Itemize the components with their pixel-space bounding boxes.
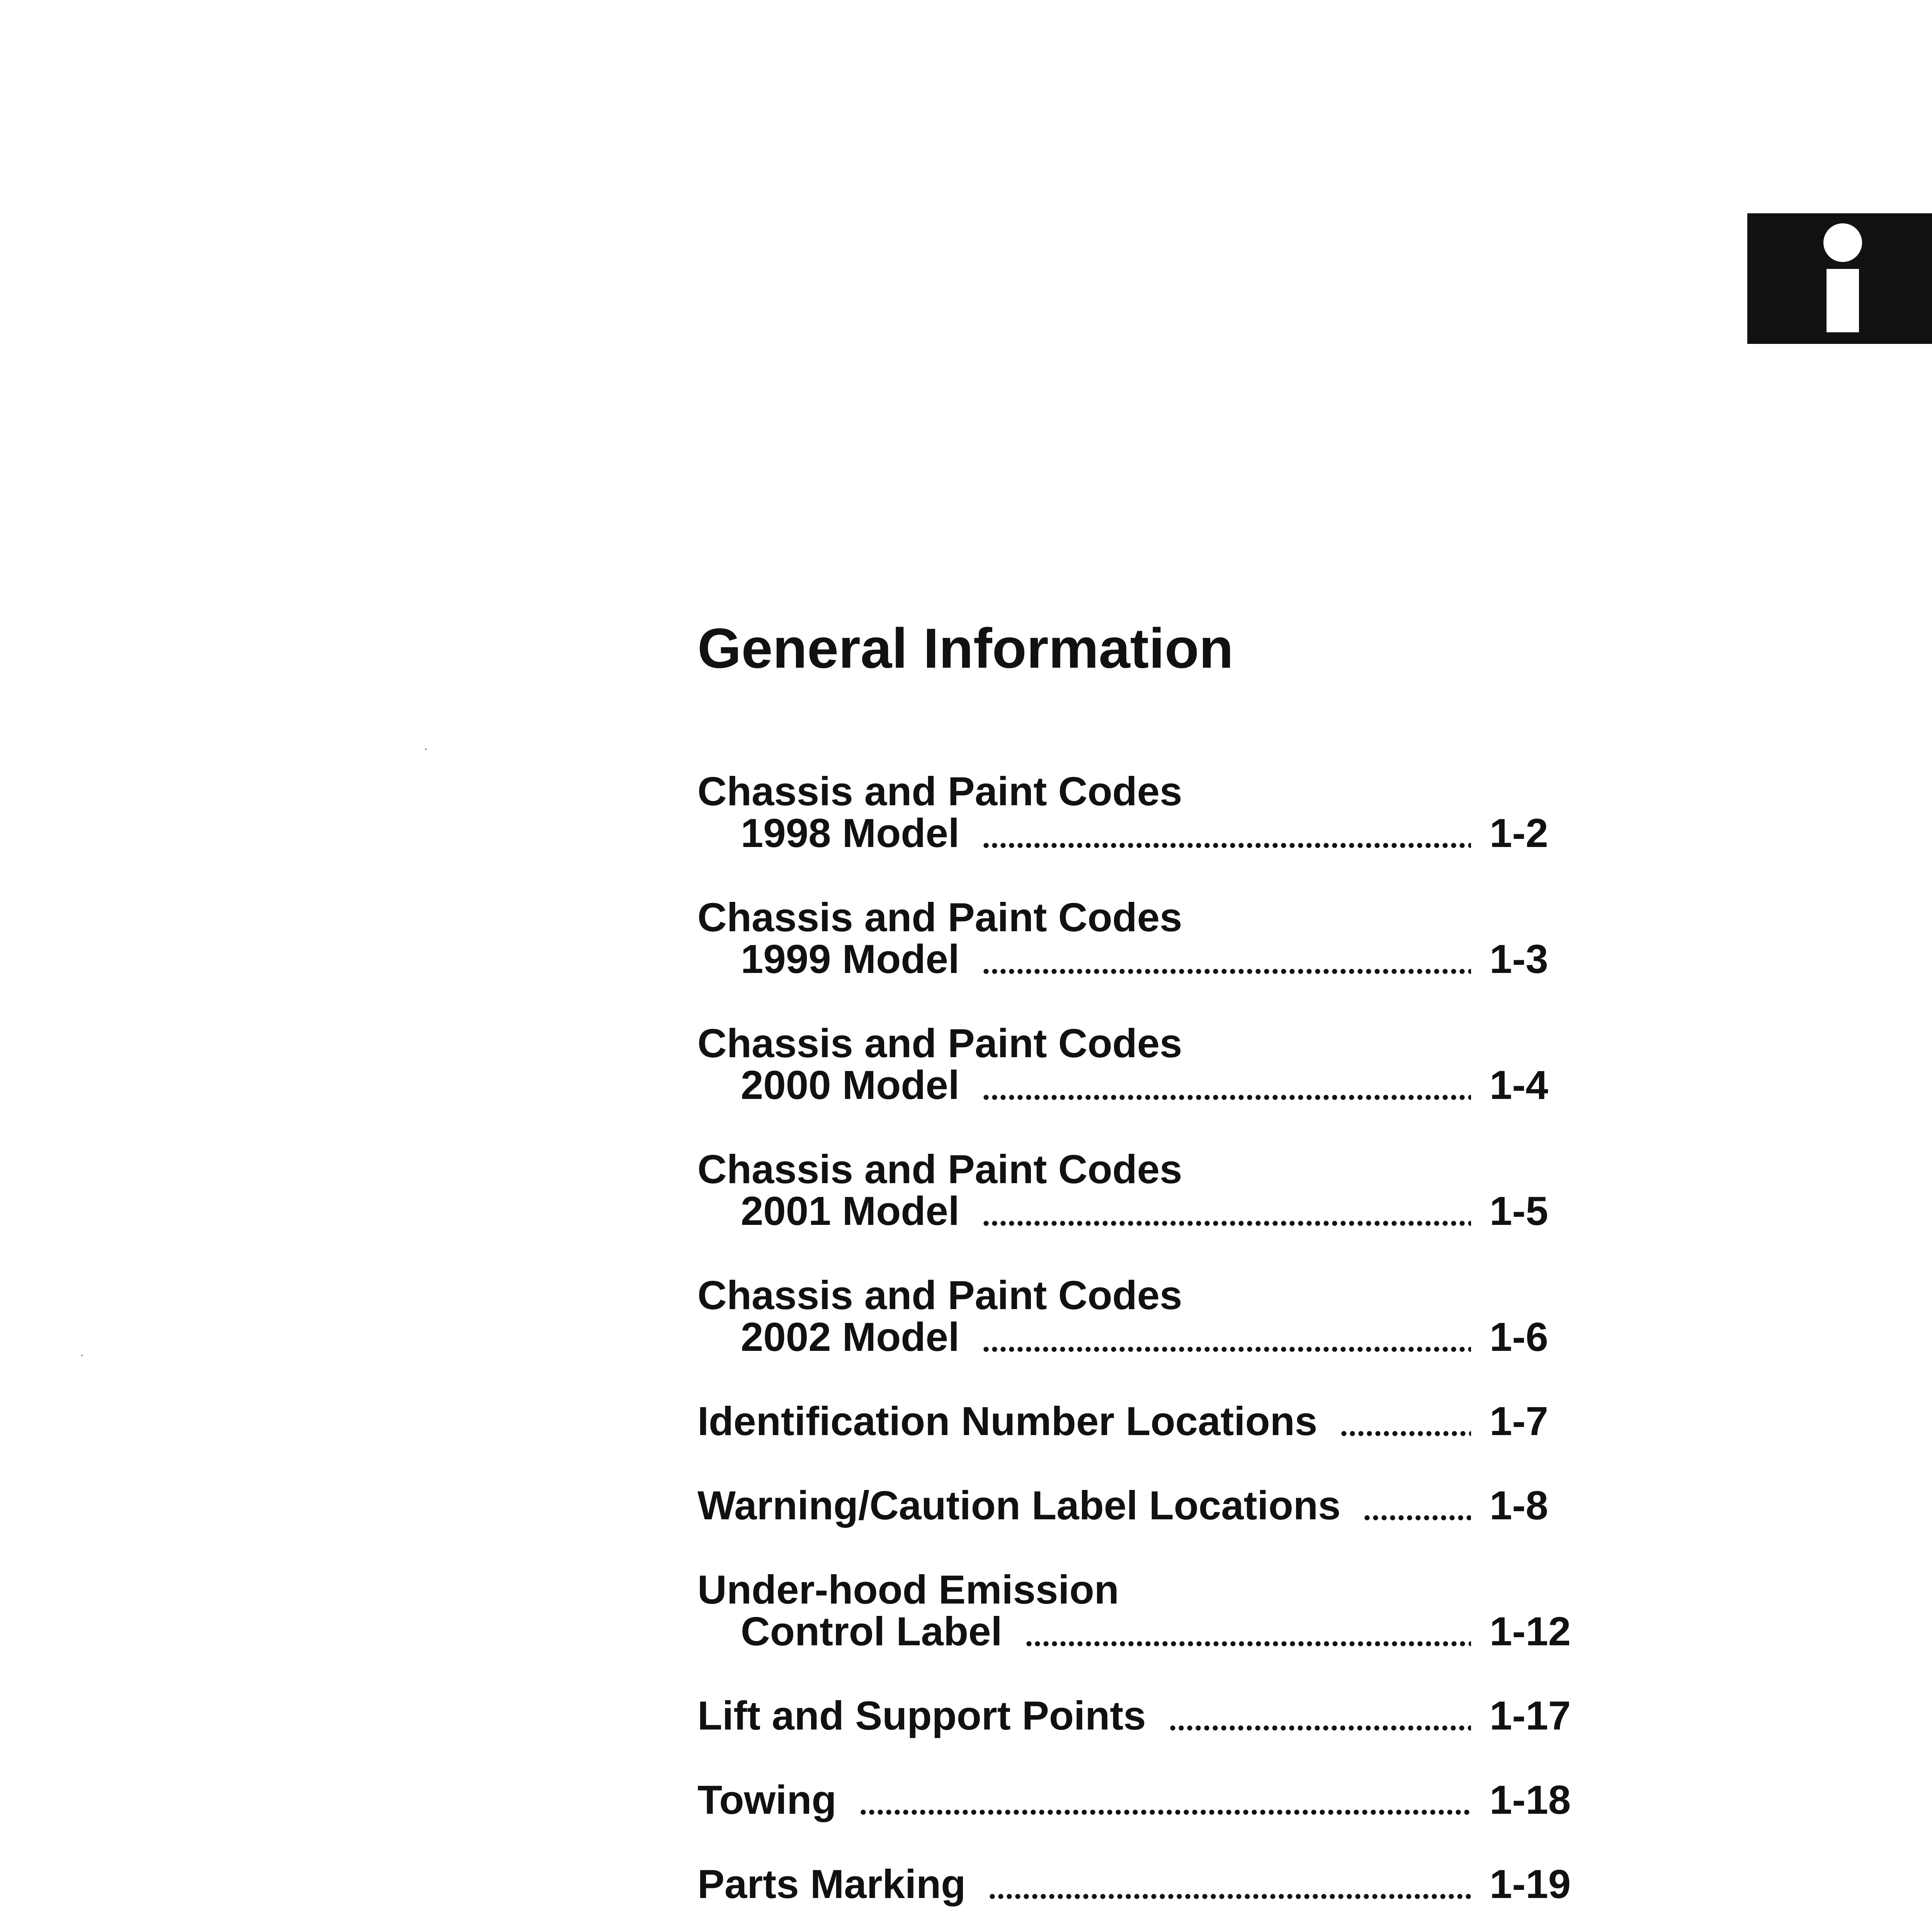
toc-entry-label: 1999 Model [741,937,960,982]
toc-entry-heading: Under-hood Emission [697,1567,1119,1612]
toc-entry-page: 1-7 [1490,1399,1548,1444]
toc-entry[interactable] [697,1023,1575,1106]
toc-entry[interactable] [697,1401,1575,1442]
table-of-contents [697,771,1575,1932]
toc-entry-label: Control Label [741,1609,1002,1654]
toc-entry-page: 1-19 [1490,1862,1571,1907]
dot-leader [982,1221,1471,1226]
info-i-icon-stem [1827,269,1859,332]
toc-entry[interactable] [697,771,1575,854]
dot-leader [982,1095,1471,1100]
dot-leader [982,1347,1471,1352]
toc-entry[interactable] [697,1864,1575,1905]
dot-leader [982,969,1471,974]
dot-leader [1025,1641,1471,1646]
dot-leader [988,1894,1471,1899]
toc-entry-label: Towing [697,1777,837,1823]
toc-entry-page: 1-4 [1490,1063,1548,1108]
toc-entry-label: 2000 Model [741,1063,960,1108]
toc-entry-page: 1-17 [1490,1693,1571,1738]
toc-entry-page: 1-12 [1490,1609,1571,1654]
toc-entry-label: Lift and Support Points [697,1693,1146,1738]
toc-entry[interactable] [697,1485,1575,1527]
toc-entry-heading: Chassis and Paint Codes [697,769,1182,814]
toc-entry-heading: Chassis and Paint Codes [697,1273,1182,1318]
toc-entry-heading: Chassis and Paint Codes [697,1147,1182,1192]
toc-entry-label: Warning/Caution Label Locations [697,1483,1341,1528]
toc-entry-label: 2002 Model [741,1315,960,1360]
toc-entry-heading: Chassis and Paint Codes [697,895,1182,940]
toc-entry-label: 1998 Model [741,811,960,856]
dot-leader [1363,1515,1471,1520]
toc-entry-page: 1-2 [1490,811,1548,856]
toc-entry[interactable] [697,1149,1575,1232]
toc-entry[interactable] [697,1275,1575,1358]
toc-entry-heading: Chassis and Paint Codes [697,1021,1182,1066]
scan-speck [81,1355,83,1356]
info-i-icon [1823,223,1862,262]
dot-leader [1340,1431,1471,1436]
section-tab-info[interactable] [1747,213,1932,344]
scan-speck [425,748,427,750]
dot-leader [859,1810,1471,1815]
toc-entry[interactable] [697,1695,1575,1737]
toc-entry[interactable] [697,897,1575,980]
toc-entry-label: Parts Marking [697,1862,966,1907]
dot-leader [1168,1725,1471,1731]
toc-entry-page: 1-6 [1490,1315,1548,1360]
page-title: General Information [697,617,1234,680]
toc-entry-label: Identification Number Locations [697,1399,1318,1444]
toc-entry-page: 1-3 [1490,937,1548,982]
toc-entry-page: 1-5 [1490,1189,1548,1234]
toc-entry-page: 1-18 [1490,1777,1571,1823]
toc-entry[interactable] [697,1569,1575,1653]
toc-entry-label: 2001 Model [741,1189,960,1234]
toc-entry[interactable] [697,1779,1575,1821]
toc-entry-page: 1-8 [1490,1483,1548,1528]
dot-leader [982,843,1471,848]
